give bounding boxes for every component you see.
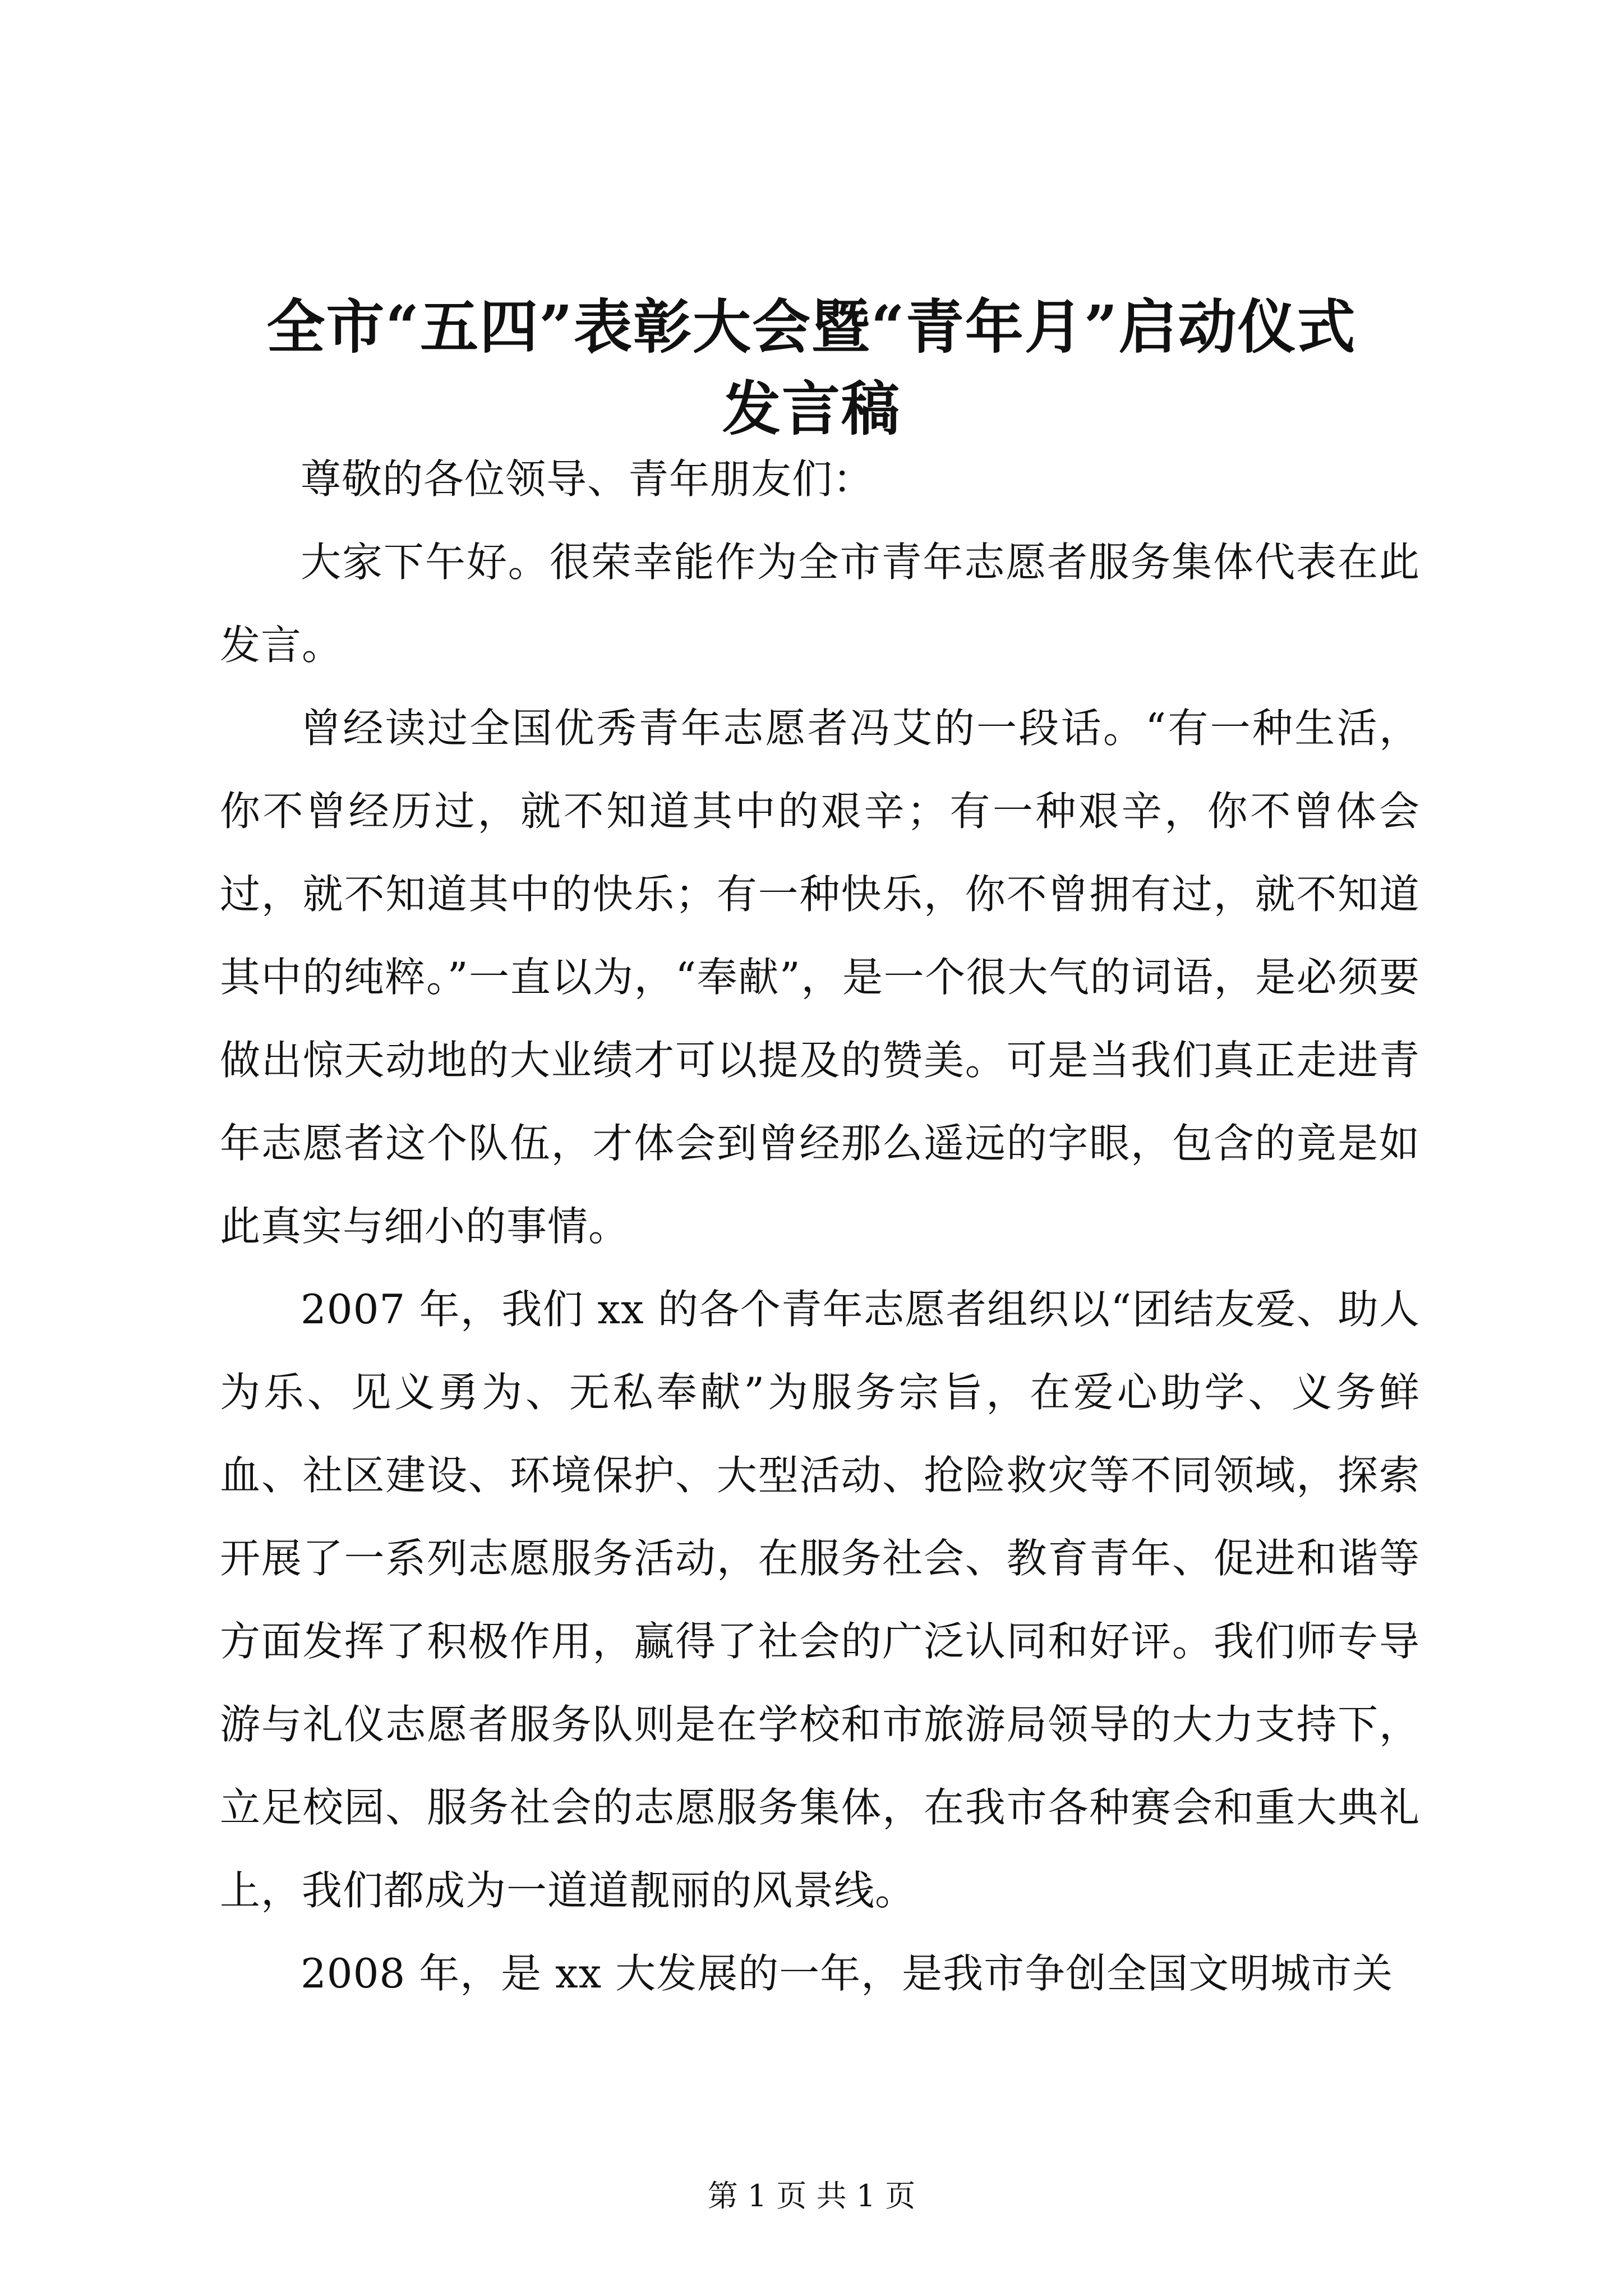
- title-line-1: 全市“五四”表彰大会暨“青年月”启动仪式: [266, 292, 1357, 361]
- document-body: [220, 438, 1420, 2015]
- document-title: [168, 286, 1455, 450]
- title-line-2: 发言稿: [722, 374, 901, 443]
- quote-paragraph: 曾经读过全国优秀青年志愿者冯艾的一段话。“有一种生活，你不曾经历过，就不知道其中的艰辛；有一种艰辛，你不曾体会过，就不知道其中的快乐；有一种快乐，你不曾拥有过，就不知道其中的纯粹。”一直以为，“奉献”，是一个很大气的词语，是必须要做出惊天动地的大业绩才可以提及的赞美。可是当我们真正走进青年志愿者这个队伍，才体会到曾经那么遥远的字眼，包含的竟是如此真实与细小的事情。: [220, 705, 1420, 1250]
- page-footer: 第 1 页 共 1 页: [707, 2178, 916, 2214]
- greeting-paragraph: 大家下午好。很荣幸能作为全市青年志愿者服务集体代表在此发言。: [220, 539, 1420, 669]
- year-2007-paragraph: 2007 年，我们 xx 的各个青年志愿者组织以“团结友爱、助人为乐、见义勇为、无私奉献”为服务宗旨，在爱心助学、义务鲜血、社区建设、环境保护、大型活动、抢险救灾等不同领域，探索开展了一系列志愿服务活动，在服务社会、教育青年、促进和谐等方面发挥了积极作用，赢得了社会的广泛认同和好评。我们师专导游与礼仪志愿者服务队则是在学校和市旅游局领导的大力支持下，立足校园、服务社会的志愿服务集体，在我市各种赛会和重大典礼上，我们都成为一道道靓丽的风景线。: [220, 1286, 1420, 1914]
- salutation-paragraph: 尊敬的各位领导、青年朋友们：: [301, 455, 874, 503]
- year-2008-paragraph: 2008 年，是 xx 大发展的一年，是我市争创全国文明城市关: [301, 1950, 1394, 1997]
